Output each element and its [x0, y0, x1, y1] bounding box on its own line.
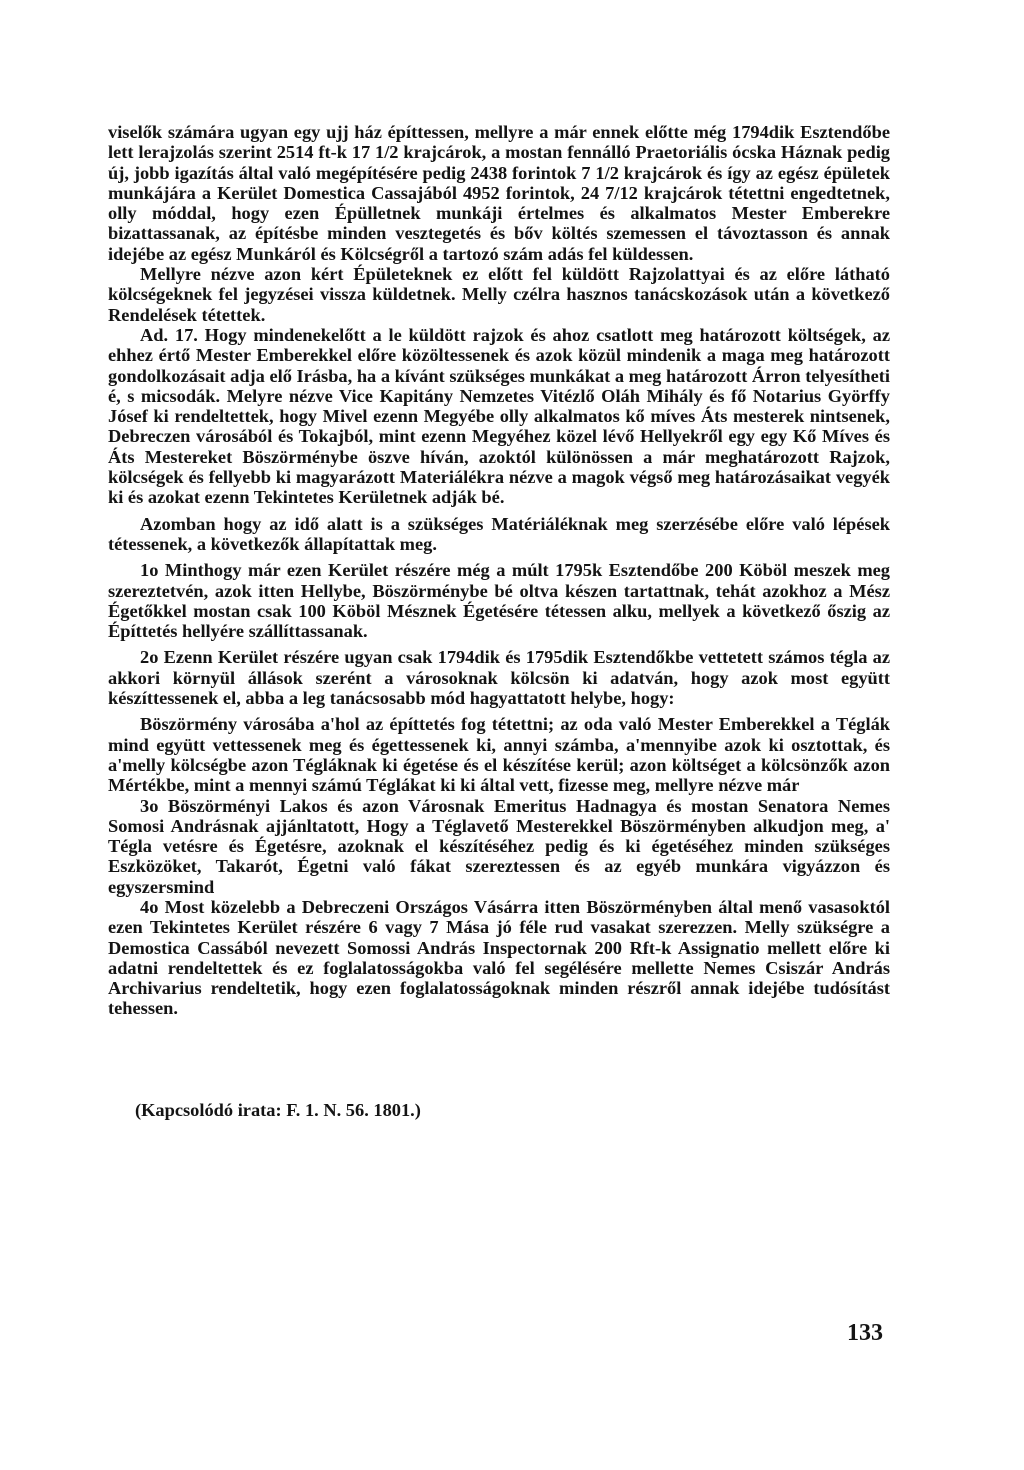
related-document-citation: (Kapcsolódó irata: F. 1. N. 56. 1801.) — [135, 1100, 421, 1120]
paragraph-6: 2o Ezenn Kerület részére ugyan csak 1794dik és 1795dik Esztendőkbe vettetett számos tégla az akkori környül állások szerént a városoknak kölcsön ki adatván, hogy azok most együtt készíttessenek el, abba a leg tanácsosabb mód hagyattatott helybe, hogy: — [108, 647, 890, 709]
paragraph-9: 4o Most közelebb a Debreczeni Országos Vásárra itten Böszörményben által menő vasasoktól ezen Tekintetes Kerület részére 6 vagy 7 Mása jó féle rud vasakat szerezzen. Melly szükségre a Demostica Cassából nevezett Somossi András Inspectornak 200 Rft-k Assignatio mellett előre ki adatni rendeltettek és ez foglalatosságokba való fel segélésére mellette Nemes Csiszár András Archivarius rendeltetik, hogy ezen foglalatosságoknak minden részről annak idejébe tudósítást tehessen. — [108, 896, 890, 1019]
paragraph-8: 3o Böszörményi Lakos és azon Városnak Emeritus Hadnagya és mostan Senatora Nemes Somosi Andrásnak ajjánltatott, Hogy a Téglavető Mesterekkel Böszörményben alkudjon meg, a' Tégla vetésre és Égetésre, azoknak el készítéséhez pedig és ki égetéséhez minden szükséges Eszközöket, Takarót, Égetni való fákat szereztessen és az egyéb munkára vigyázzon és egyszersmind — [108, 795, 890, 897]
document-body — [108, 122, 890, 1025]
paragraph-5: 1o Minthogy már ezen Kerület részére még a múlt 1795k Esztendőbe 200 Köböl meszek meg szereztetvén, azok itten Hellybe, Böszörménybe bé oltva készen tartattnak, tehát azokhoz a Mész Égetőkkel mostan csak 100 Köböl Mésznek Égetésére tétessen alku, mellyek a következő őszig az Építtetés hellyére szállíttassanak. — [108, 560, 890, 642]
paragraph-1: viselők számára ugyan egy ujj ház építtessen, mellyre a már ennek előtte még 1794dik Esztendőbe lett lerajzolás szerint 2514 ft-k 17 1/2 krajcárok, a mostan fennálló Praetoriális ócska Háznak pedig új, jobb igazítás által való megépítésére pedig 2438 forintok 7 1/2 krajcárok és így az egész épületek munkájára a Kerület Domestica Cassajából 4952 forintok, 24 7/12 krajcárok tétettni engedtetnek, olly móddal, hogy ezen Épülletnek munkáji értelmes és alkalmatos Mester Emberekre bizattassanak, az építésbe minden vesztegetés és bőv költés szemessen el távoztasson és annak idejébe az egész Munkáról és Kölcségről a tartozó szám adás fel küldessen. — [108, 122, 890, 264]
paragraph-4: Azomban hogy az idő alatt is a szükséges Matériáléknak meg szerzésébe előre való lépések tétessenek, a következők állapítattak meg. — [108, 513, 890, 554]
paragraph-7: Böszörmény városába a'hol az építtetés fog tétettni; az oda való Mester Emberekkel a Téglák mind együtt vettessenek meg és égettessenek ki, annyi számba, a'mennyibe azok ki osztottak, és a'melly kölcségbe azon Tégláknak ki égetése és el készítése kerül; azon költséget a kölcsönzők azon Mértékbe, mint a mennyi számú Téglákat ki ki által vett, fizesse meg, mellyre nézve már — [108, 714, 890, 796]
paragraph-3: Ad. 17. Hogy mindenekelőtt a le küldött rajzok és ahoz csatlott meg határozott költségek, az ehhez értő Mester Emberekkel előre közöltessenek és azok közül mindenik a maga meg határozott gondolkozásait adja elő Irásba, ha a kívánt szükséges munkákat a meg határozott Árron telyesítheti é, s micsodák. Melyre nézve Vice Kapitány Nemzetes Vitézlő Oláh Mihály és fő Notarius Györffy Jósef ki rendeltettek, hogy Mivel ezenn Megyébe olly alkalmatos kő míves Áts mesterek nintsenek, Debreczen városából és Tokajból, mint ezenn Megyéhez közel lévő Hellyekről egy egy Kő Míves és Áts Mestereket Böszörménybe öszve híván, azoktól különössen a már meghatározott Rajzok, kölcségek és fellyebb ki magyarázott Materiálékra nézve a magok végső meg határozásaikat vegyék ki és azokat ezenn Tekintetes Kerületnek adják bé. — [108, 324, 890, 508]
paragraph-2: Mellyre nézve azon kért Épületeknek ez előtt fel küldött Rajzolattyai és az előre látható kölcségeknek fel jegyzései vissza küldetnek. Melly czélra hasznos tanácskozások után a következő Rendelések tétettek. — [108, 264, 890, 325]
page-number: 133 — [847, 1320, 883, 1346]
